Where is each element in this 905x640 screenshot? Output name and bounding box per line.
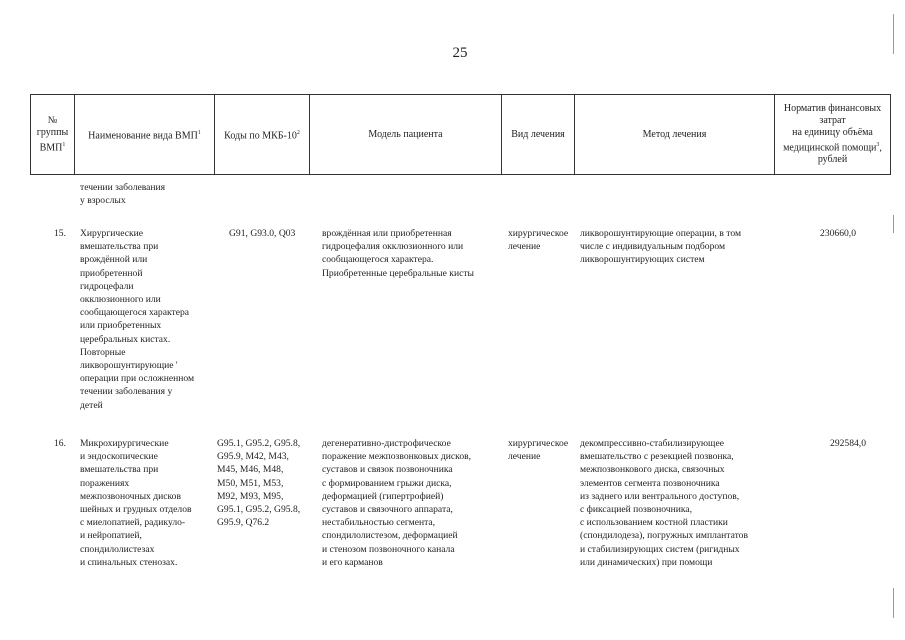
row-treatment: хирургическое лечение	[508, 438, 569, 463]
header-cost-text: Норматив финансовых затрат на единицу объёма медицинской помощи	[783, 102, 882, 154]
row-model: врождённая или приобретенная гидроцефалия окклюзионного или сообщающегося характера. Приобретенные церебральные кисты	[322, 228, 474, 279]
row-name: Хирургические вмешательства при врождённой или приобретенной гидроцефали окклюзионного или сообщающегося характера или приобретенных церебральных кистах. Повторные ликворошунтирующие ' операции при осложненном течении заболевания у детей	[80, 228, 195, 411]
header-codes-text: Коды по МКБ-10	[224, 130, 297, 142]
row-cost: 230660,0	[820, 228, 856, 239]
header-name-text: Наименование вида ВМП	[88, 130, 198, 142]
row-model: дегенеративно-дистрофическое поражение межпозвонковых дисков, суставов и связок позвоночника с формированием грыжи диска, деформацией (гипертрофией) суставов и связочного аппарата, нестабильностью сегмента, спондилолистезом, деформацией и стенозом позвоночного канала и его карманов	[322, 438, 472, 568]
row-number: 15.	[54, 228, 66, 239]
scan-margin-mark	[893, 588, 894, 618]
header-model: Модель пациента	[310, 95, 502, 175]
row-codes: G95.1, G95.2, G95.8, G95.9, M42, M43, M45, M46, M48, M50, M51, M53, M92, M93, M95, G95.1, G95.2, G95.8, G95.9, Q76.2	[217, 438, 301, 529]
row-number: 16.	[54, 438, 66, 449]
header-treatment-type: Вид лечения	[502, 95, 575, 175]
header-cost-unit: , рублей	[817, 142, 882, 166]
row-treatment: хирургическое лечение	[508, 228, 569, 253]
header-method: Метод лечения	[575, 95, 775, 175]
header-group-no-text: № группы ВМП	[36, 114, 69, 154]
scan-margin-mark	[893, 215, 894, 233]
header-codes-sup: 2	[296, 129, 300, 136]
row-method: декомпрессивно-стабилизирующее вмешательство с резекцией позвонка, межпозвонкового диска, связочных элементов сегмента позвоночника из заднего или вентрального доступов, с фиксацией позвоночника, с использованием костной пластики (спондилодеза), погружных имплантатов и стабилизирующих систем (ригидных или динамических) при помощи	[580, 438, 748, 568]
row-method: ликворошунтирующие операции, в том числе с индивидуальным подбором ликворошунтирующих систем	[580, 228, 742, 266]
continuation-text: течении заболевания у взрослых	[80, 182, 166, 207]
row-cost: 292584,0	[830, 438, 866, 449]
row-codes: G91, G93.0, Q03	[229, 228, 296, 239]
page-number: 25	[452, 45, 468, 61]
scan-margin-mark	[893, 14, 894, 54]
header-cost-sup: 3	[876, 141, 880, 148]
header-name-sup: 1	[197, 129, 201, 136]
row-name: Микрохирургические и эндоскопические вмешательства при поражениях межпозвоночных дисков шейных и грудных отделов с миелопатией, радикуло- и нейропатией, спондилолистезах и спинальных стенозах.	[80, 438, 192, 568]
header-group-no-sup: 1	[62, 141, 66, 148]
